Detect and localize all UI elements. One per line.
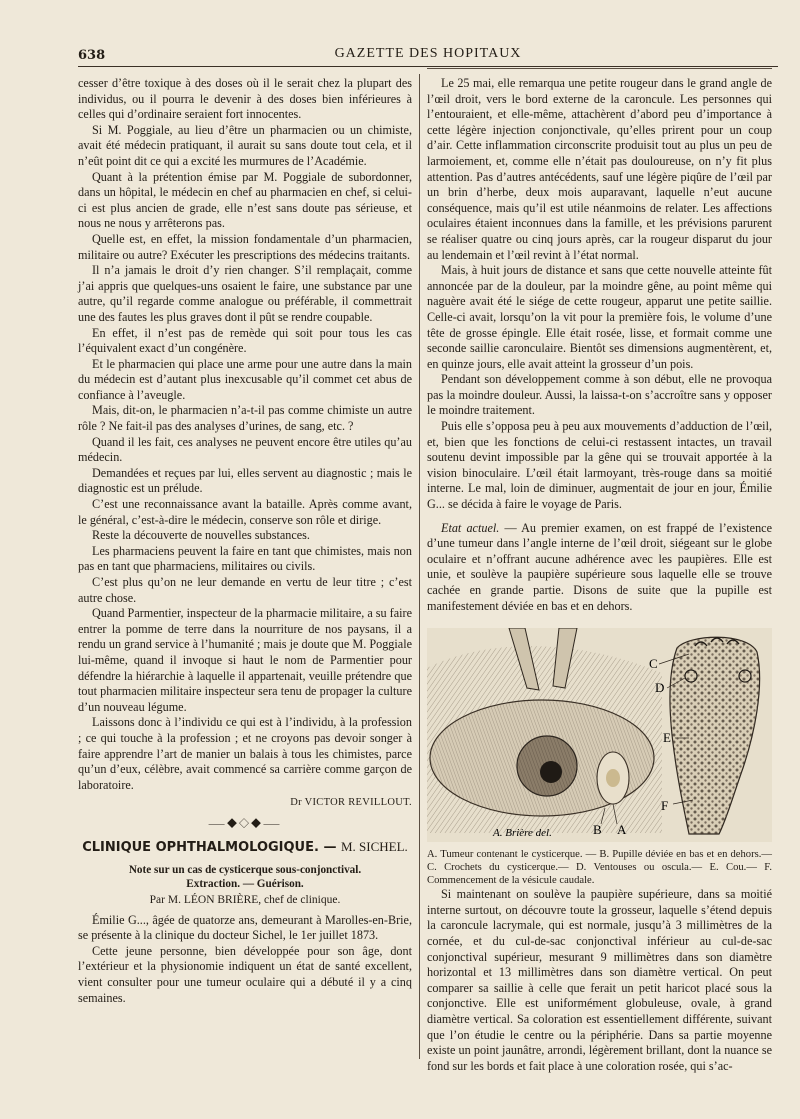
paragraph: Demandées et reçues par lui, elles servent au diagnostic ; mais le diagnostic est un prélude. [78,465,412,496]
figure-label-d: D [655,680,665,696]
article-title [78,863,412,891]
paragraph: Cette jeune personne, bien développée pour son âge, dont l’extérieur et la physionomie indiquent un état de santé excellent, vient consulter pour une tumeur oculaire qui a débuté il y a cinq semaines. [78,943,412,1005]
section-author: M. SICHEL. [340,838,408,854]
article-title-line: Note sur un cas de cysticerque sous-conjonctival. [128,864,362,877]
journal-title: GAZETTE DES HOPITAUX [334,46,522,61]
figure-label-c: C [649,656,658,672]
section-title [78,839,412,856]
paragraph: Les pharmaciens peuvent la faire en tant que chimistes, mais non pas en tant que pharmaciens, militaires ou civils. [78,543,412,574]
paragraph: Il n’a jamais le droit d’y rien changer. S’il remplaçait, comme j’ai appris que quelques-uns osaient le faire, une substance par une autre, qu’il regarde comme analogue ou préférable, il commettrait une des fautes les plus graves dont il pût se rendre coupable. [78,263,412,324]
left-column [78,76,412,1006]
paragraph: Puis elle s’opposa peu à peu aux mouvements d’adduction de l’œil, et, bien que les fonctions de celui-ci restassent intactes, un travail soutenu devint impossible par la gêne qui se trouvait apportée à la vision binoculaire. L’œil était larmoyant, très-rouge dans sa moitié interne. Le mal, loin de diminuer, augmentait de jour en jour, Émilie G... se décida à faire le voyage de Paris. [427,419,772,512]
paragraph: Si M. Poggiale, au lieu d’être un pharmacien ou un chimiste, avait été médecin pratiquant, il aurait su sans doute tout cela, et il n’eût point dit ce qui a excité les murmures de l’Académie. [78,122,412,168]
right-column [427,76,772,1074]
paragraph: C’est plus qu’on ne leur demande en vertu de leur titre ; c’est autre chose. [78,575,412,605]
etat-lead: Etat actuel. [441,520,500,535]
author-signature: Dr VICTOR REVILLOUT. [290,797,412,809]
page-header [78,44,778,67]
paragraph: cesser d’être toxique à des doses où il le serait chez la plupart des individus, ou il pourra le devenir à des doses bien inférieures à celles qui d’ordinaire seraient fort innocentes. [78,76,412,122]
article-subtitle-line: Extraction. — Guérison. [186,878,304,891]
eye-and-cysticercus-engraving [427,628,772,842]
figure-label-a: A [617,822,627,838]
paragraph: En effet, il n’est pas de remède qui soit pour tous les cas l’équivalent exact d’un congénère. [78,325,412,356]
paragraph: Reste la découverte de nouvelles substances. [92,528,310,543]
figure-label-b: B [593,822,602,838]
paragraph-etat-actuel [427,521,772,615]
paragraph: Quand il les fait, ces analyses ne peuvent encore être utiles qu’au médecin. [78,434,412,465]
figure-caption: A. Tumeur contenant le cysticerque. — B. Pupille déviée en bas et en dehors.— C. Crochets du cysticerque.— D. Ventouses ou oscula.— E. Cou.— F. Commencement de la vésicule caudale. [427,849,772,887]
paragraph: Et le pharmacien qui place une arme pour une autre dans la main du médecin est d’autant plus inexcusable qu’il commet cet abus de confiance à l’aveugle. [78,356,412,402]
right-column-rule [427,68,772,69]
paragraph: Quelle est, en effet, la mission fondamentale d’un pharmacien, militaire ou autre? Exécuter les prescriptions des médecins traitants. [78,231,412,262]
paragraph: Si maintenant on soulève la paupière supérieure, dans sa moitié interne surtout, on découvre toute la grosseur, laquelle s’étend depuis la caroncule lacrymale, qui est normale, jusqu’à 3 millimètres de la cornée, et du cul-de-sac conjonctival inférieur au cul-de-sac conjonctival supérieur, mesurant 9 millimètres dans son diamètre horizontal et 13 millimètres dans son diamètre vertical. On peut comparer sa saillie à celle que ferait un petit haricot placé sous la conjonctive. Elle est uniformément globuleuse, ovale, à grand diamètre vertical. Sa coloration est essentiellement différente, suivant que l’on étudie le centre ou la périphérie. Dans sa partie moyenne existe un point jaunâtre, arrondi, légèrement brillant, dont la nuance se fond sur les bords et fait place à une coloration rosée, qui s’ac- [427,887,772,1073]
figure-label-f: F [661,798,669,814]
anatomical-figure [427,628,772,842]
column-divider [419,74,420,1059]
etat-text: — Au premier examen, on est frappé de l’existence d’une tumeur dans l’angle interne de l’œil droit, siégeant sur le globe oculaire et n’offrant aucune adhérence avec les paupières. Elle est unie, et soulève la paupière supérieure sous laquelle elle se trouve cachée en grande partie. Disons de suite que la pupille est manifestement déviée en bas et en dehors. [427,520,773,613]
paragraph: C’est une reconnaissance avant la bataille. Après comme avant, le général, c’est-à-dire le médecin, conserve son rôle et dirige. [78,497,412,527]
paragraph: Émilie G..., âgée de quatorze ans, demeurant à Marolles-en-Brie, se présente à la clinique du docteur Sichel, le 1er juillet 1873. [78,912,412,943]
page-number: 638 [78,48,106,63]
section-ornament: ⸺◆◇◆⸺ [208,818,282,830]
paragraph: Le 25 mai, elle remarqua une petite rougeur dans le grand angle de l’œil droit, vers le bord externe de la caroncule. Les personnes qui l’entouraient, et elle-même, attachèrent d’abord peu d’importance à cette légère injection conjonctivale, qu’elles prirent pour un coup d’air. Cette inflammation circonscrite produisit tout au plus un peu de larmoiement, et, comme elle n’était pas douloureuse, on n’y fit plus attention. Pas d’autres antécédents, sauf une légère piqûre de l’œil par un brin d’herbe, deux mois auparavant, laquelle n’eut aucune conséquence, mais qu’il est utile néanmoins de relater. Les affections oculaires étaient inconnues dans la famille, et les prévisions parurent se réaliser quatre ou cinq jours après, car la rougeur disparut du jour au lendemain et l’œil revint à l’état normal. [427,76,772,262]
paragraph: Mais, dit-on, le pharmacien n’a-t-il pas comme chimiste un autre rôle ? Ne fait-il pas des analyses d’urines, de sang, etc. ? [78,403,412,434]
paragraph: Mais, à huit jours de distance et sans que cette nouvelle atteinte fût annoncée par de la douleur, par la moindre gêne, au point même qui naguère avait été le siége de cette rougeur, apparut une petite saillie. Celle-ci avait, lorsqu’on la vit pour la première fois, le volume d’une tête de grosse épingle. Elle était rosée, lisse, et formait comme une seconde saillie caronculaire. Bientôt ses dimensions augmentèrent, et, en quinze jours, elle avait atteint la grosseur d’un pois. [427,263,772,371]
section-title-text: CLINIQUE OPHTHALMOLOGIQUE. — [82,839,337,855]
figure-label-e: E [663,730,671,746]
artist-signature: A. Brière del. [493,827,552,840]
paragraph: Quand Parmentier, inspecteur de la pharmacie militaire, a su faire entrer la pomme de terre dans la nourriture de nos paysans, il a rendu un grand service à l’humanité ; mais je doute que M. Poggiale lui-même, quand il invoque si haut le nom de Parmentier pour défendre la hiérarchie à laquelle il appartenait, veuille prétendre que tout pharmacien militaire inspecteur sera tenu de propager la culture d’un nouveau légume. [78,606,412,714]
paragraph: Pendant son développement comme à son début, elle ne provoqua pas la moindre douleur. Aussi, la laissa-t-on s’accroître sans y opposer le moindre traitement. [427,372,772,418]
paragraph: Laissons donc à l’individu ce qui est à l’individu, à la profession ; ce qui touche à la profession ; et ne croyons pas devoir songer à faire apprendre l’art de manier un balais à tous les chimistes, parce qu’un d’eux, célèbre, avait commencé sa carrière comme garçon de laboratoire. [78,715,412,792]
paragraph: Quant à la prétention émise par M. Poggiale de subordonner, dans un hôpital, le médecin en chef au pharmacien en chef, si celui-ci est plus ancien de grade, elle n’est sans doute pas sérieuse, et nous ne nous y arrêterons pas. [78,169,412,231]
article-byline: Par M. LÉON BRIÈRE, chef de clinique. [149,894,341,907]
